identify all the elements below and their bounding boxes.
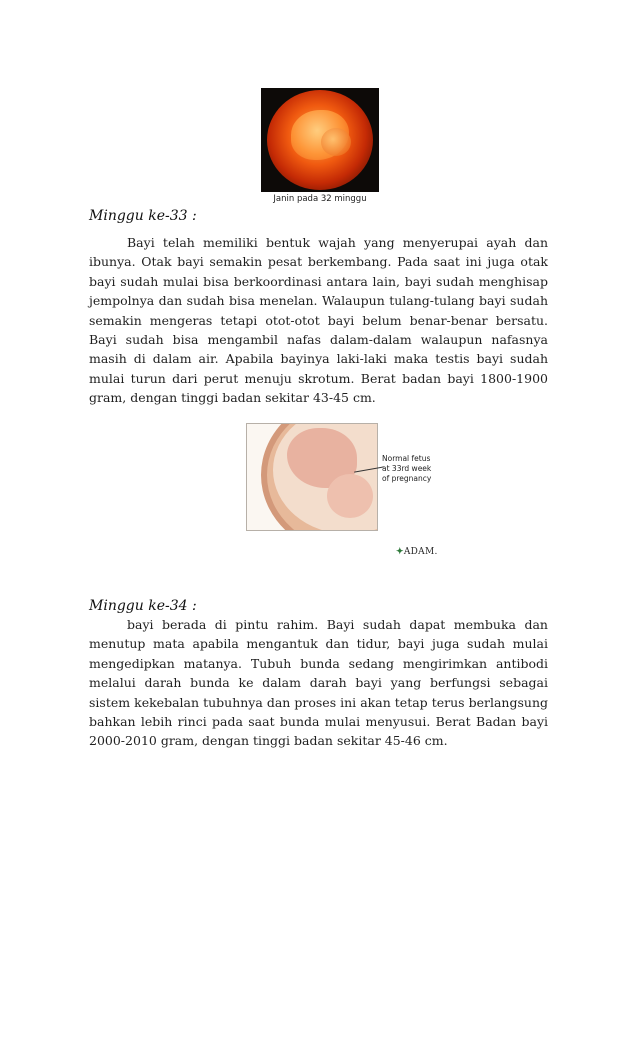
adam-logo-icon: ✦ xyxy=(396,547,404,557)
week-33-heading: Minggu ke-33 : xyxy=(89,208,197,224)
fetus-head xyxy=(327,474,373,518)
diagram-label-line1: Normal fetus xyxy=(382,454,431,463)
week-33-paragraph: Bayi telah memiliki bentuk wajah yang menyerupai ayah dan ibunya. Otak bayi semakin pesat berkembang. Pada saat ini juga otak bayi sudah mulai bisa berkoordinasi antara lain, bayi sudah menghisap jempolnya dan sudah bisa menelan. Walaupun tulang-tulang bayi sudah semakin mengeras tetapi otot-otot bayi belum benar-benar bersatu. Bayi sudah bisa mengambil nafas dalam-dalam walaupun nafasnya masih di dalam air. Apabila bayinya laki-laki maka testis bayi sudah mulai turun dari perut menuju skrotum. Berat badan bayi 1800-1900 gram, dengan tinggi badan sekitar 43-45 cm. xyxy=(89,235,548,406)
fetus-33-weeks-diagram xyxy=(246,423,456,531)
week-34-paragraph: bayi berada di pintu rahim. Bayi sudah dapat membuka dan menutup mata apabila mengantuk dan tidur, bayi juga sudah mulai mengedipkan matanya. Tubuh bunda sedang mengirimkan antibodi melalui darah bunda ke dalam darah bayi yang berfungsi sebagai sistem kekebalan tubuhnya dan proses ini akan tetap terus berlangsung bahkan lebih rinci pada saat bunda mulai menyusui. Berat Badan bayi 2000-2010 gram, dengan tinggi badan sekitar 45-46 cm. xyxy=(89,617,548,749)
diagram-label-line3: of pregnancy xyxy=(382,474,432,483)
figure1-caption: Janin pada 32 minggu xyxy=(273,194,367,204)
fetus-32-weeks-image xyxy=(261,88,379,192)
diagram-frame xyxy=(246,423,378,531)
fetus-head-shape xyxy=(321,128,351,156)
diagram-label-line2: at 33rd week xyxy=(382,464,432,473)
diagram-label xyxy=(382,454,431,484)
adam-credit-text: ADAM. xyxy=(403,547,438,557)
adam-credit xyxy=(396,547,438,557)
week-34-heading: Minggu ke-34 : xyxy=(89,598,197,614)
